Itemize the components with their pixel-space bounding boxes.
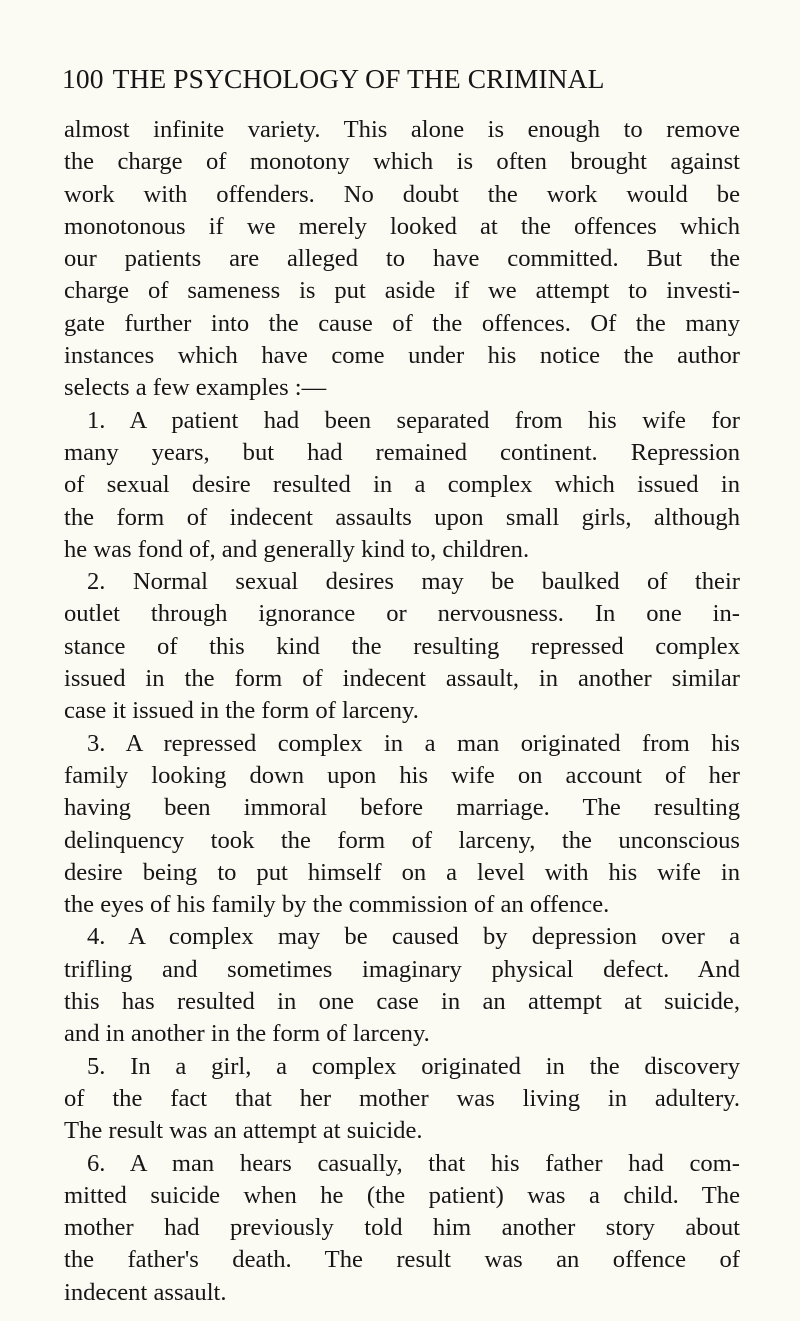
text-line: of the fact that her mother was living in adultery. — [64, 1084, 740, 1112]
list-item-1-start: 1. A patient had been separated from his wife for — [87, 406, 740, 434]
text-line: this has resulted in one case in an attempt at suicide, — [64, 988, 740, 1016]
list-item-6-start: 6. A man hears casually, that his father had com- — [87, 1149, 740, 1177]
text-line: case it issued in the form of larceny. — [64, 697, 419, 725]
text-line: and in another in the form of larceny. — [64, 1020, 430, 1048]
page-number: 100 — [62, 63, 104, 94]
text-line: indecent assault. — [64, 1278, 227, 1306]
text-line: work with offenders. No doubt the work would be — [64, 180, 740, 208]
text-line: monotonous if we merely looked at the offences which — [64, 212, 740, 240]
text-line: the charge of monotony which is often brought against — [64, 148, 740, 176]
text-line: the eyes of his family by the commission of an offence. — [64, 891, 610, 919]
text-line: charge of sameness is put aside if we attempt to investi- — [64, 277, 740, 305]
text-line: trifling and sometimes imaginary physical defect. And — [64, 955, 740, 983]
text-line: outlet through ignorance or nervousness. In one in- — [64, 600, 740, 628]
text-line: issued in the form of indecent assault, in another similar — [64, 665, 740, 693]
text-line: the form of indecent assaults upon small girls, although — [64, 503, 740, 531]
text-line: mitted suicide when he (the patient) was a child. The — [64, 1181, 740, 1209]
text-line: mother had previously told him another story about — [64, 1214, 740, 1242]
body-text — [64, 114, 740, 1309]
text-line: family looking down upon his wife on account of her — [64, 761, 740, 789]
text-line: many years, but had remained continent. Repression — [64, 438, 740, 466]
list-item-2-start: 2. Normal sexual desires may be baulked of their — [87, 568, 740, 596]
text-line: delinquency took the form of larceny, the unconscious — [64, 826, 740, 854]
text-line: gate further into the cause of the offences. Of the many — [64, 309, 740, 337]
text-line: instances which have come under his notice the author — [64, 342, 740, 370]
text-line: The result was an attempt at suicide. — [64, 1117, 423, 1145]
text-line: the father's death. The result was an offence of — [64, 1246, 740, 1274]
text-line: almost infinite variety. This alone is enough to remove — [64, 116, 740, 143]
text-line: having been immoral before marriage. The resulting — [64, 794, 740, 822]
list-item-5-start: 5. In a girl, a complex originated in the discovery — [87, 1052, 740, 1080]
text-line: of sexual desire resulted in a complex which issued in — [64, 471, 740, 499]
text-line: desire being to put himself on a level with his wife in — [64, 858, 740, 886]
list-item-4-start: 4. A complex may be caused by depression over a — [87, 923, 740, 951]
list-item-3-start: 3. A repressed complex in a man originated from his — [87, 729, 740, 757]
text-line: selects a few examples :— — [64, 374, 327, 402]
running-head — [62, 62, 734, 96]
text-line: he was fond of, and generally kind to, children. — [64, 535, 530, 563]
text-line: stance of this kind the resulting repressed complex — [64, 632, 740, 660]
text-line: our patients are alleged to have committed. But the — [64, 245, 740, 273]
running-title: THE PSYCHOLOGY OF THE CRIMINAL — [112, 63, 605, 94]
